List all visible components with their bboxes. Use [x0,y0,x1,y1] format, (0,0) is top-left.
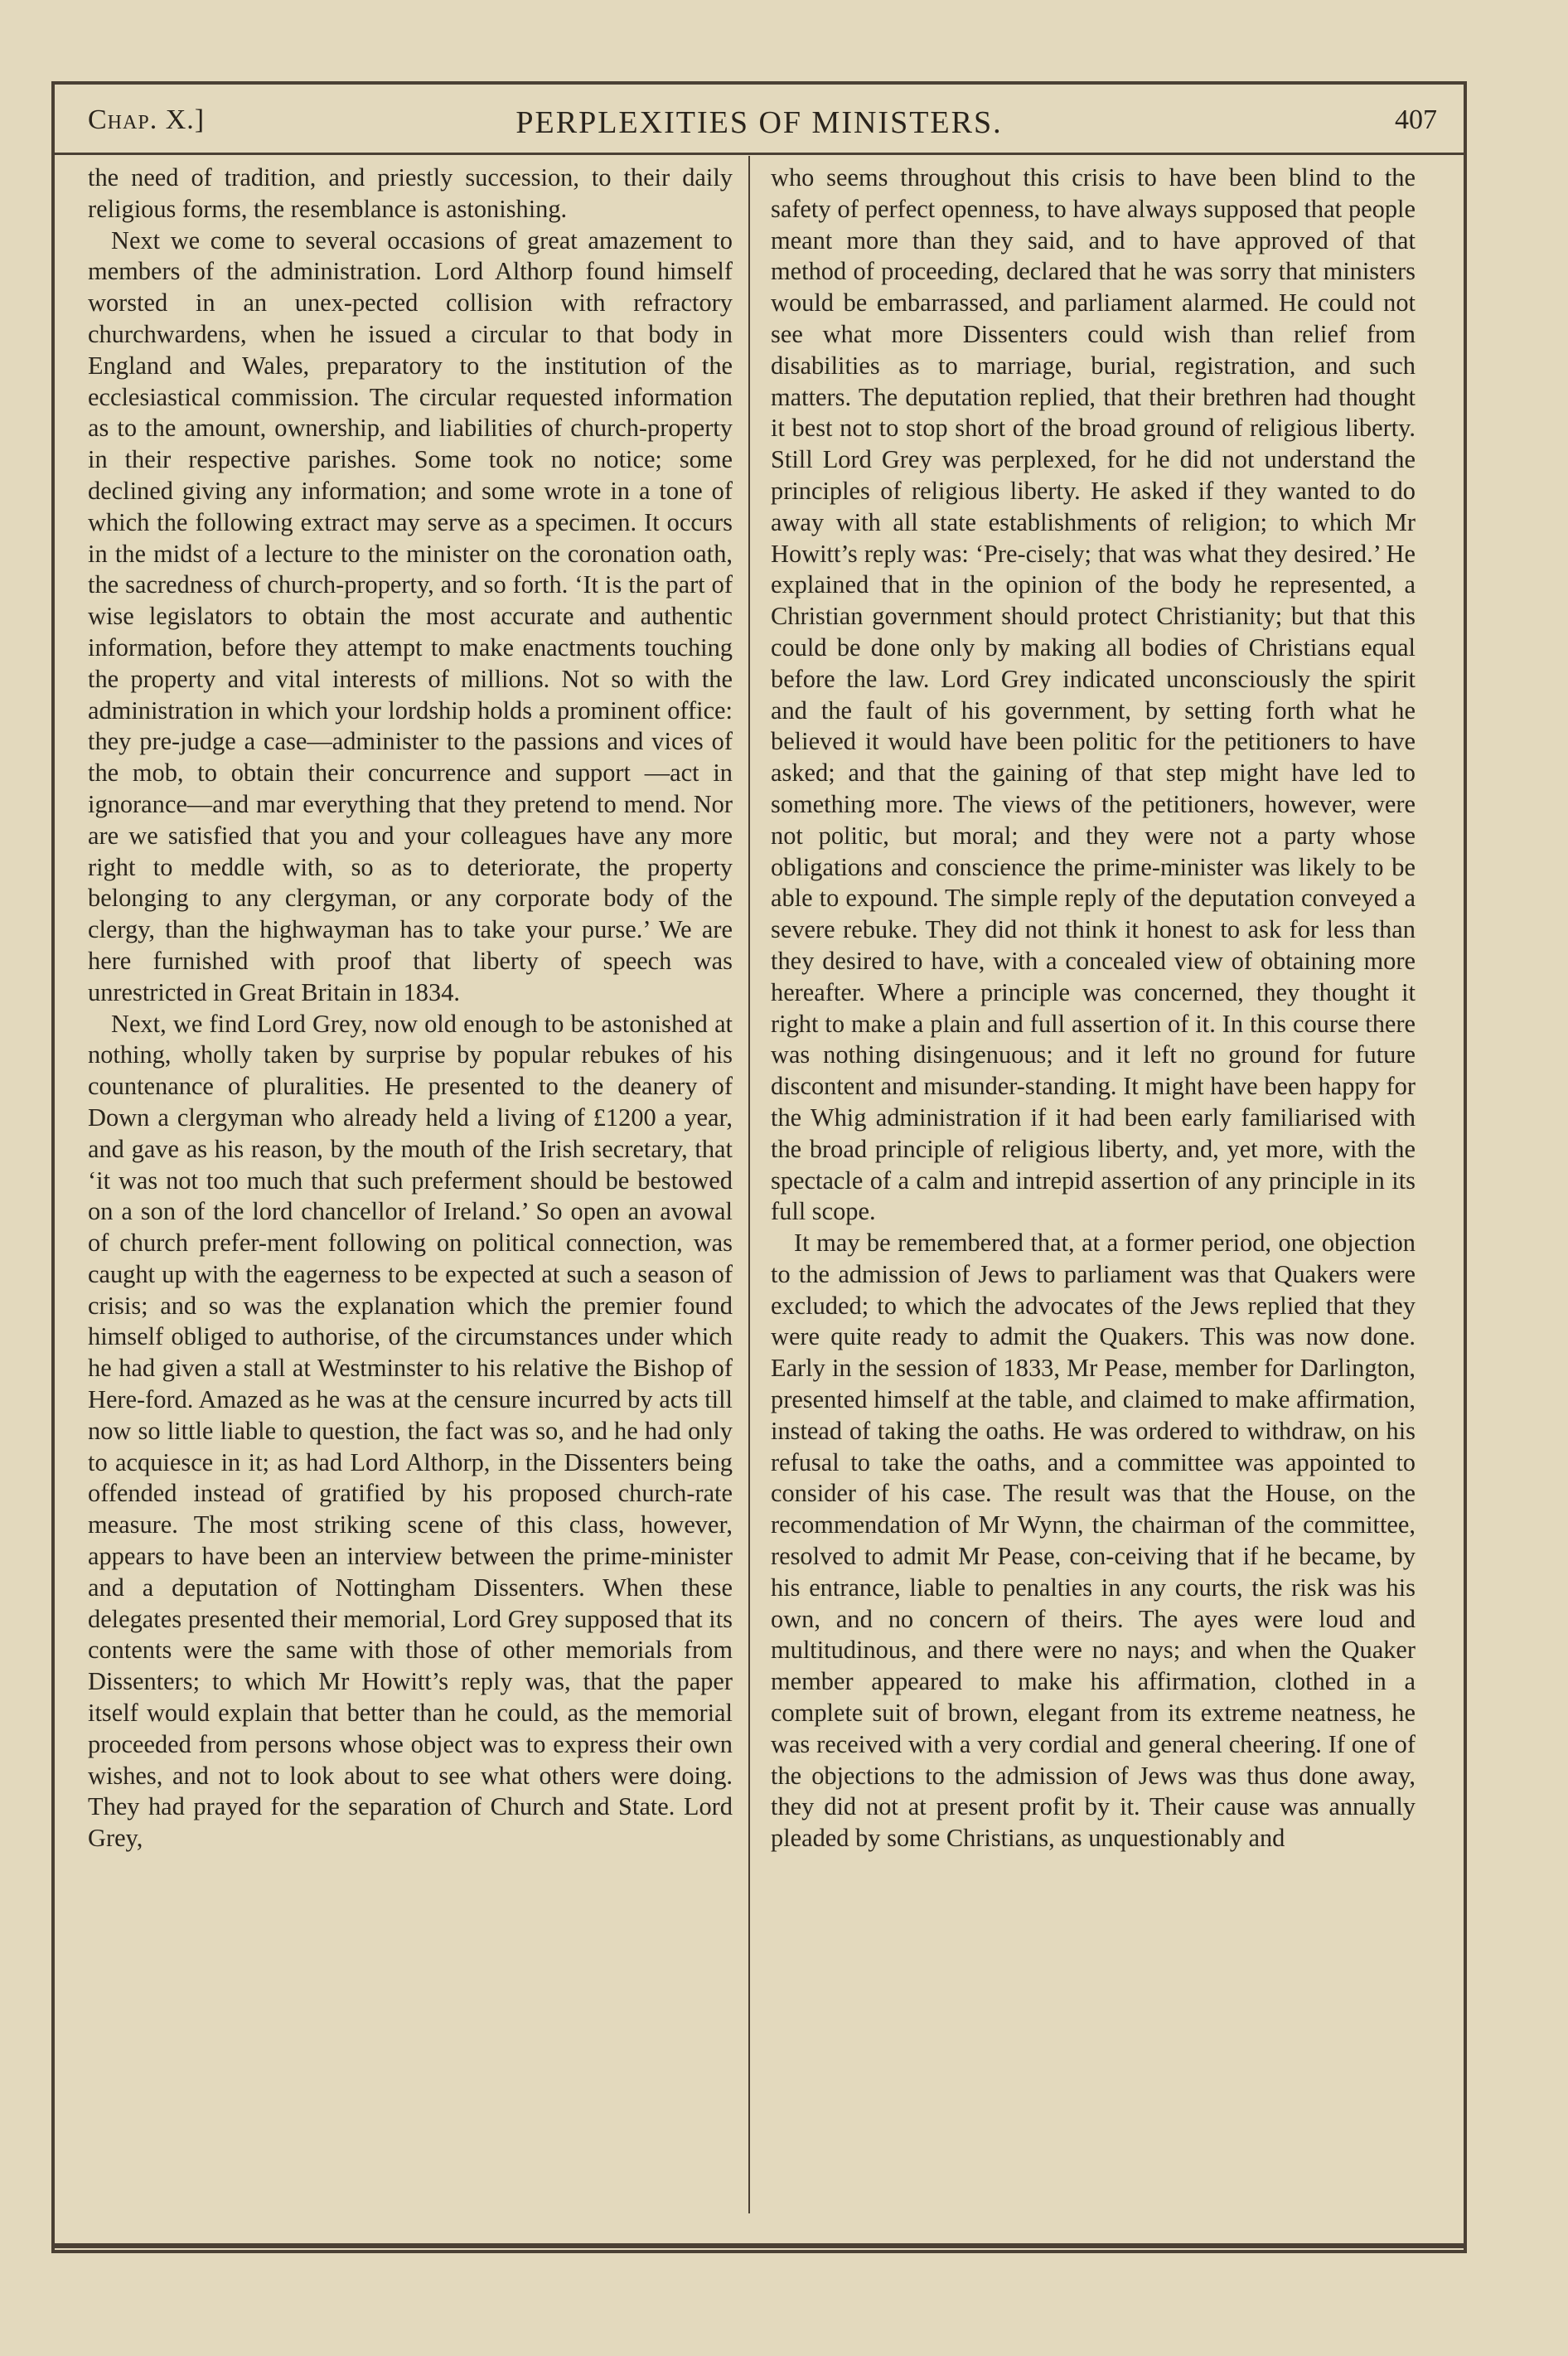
paragraph: who seems throughout this crisis to have been blind to the safety of perfect openness, to have always supposed that people meant more than they said, and to have approved of that method of proceeding, declared that he was sorry that ministers would be embarrassed, and parliament alarmed. He could not see what more Dissenters could wish than relief from disabilities as to marriage, burial, registration, and such matters. The deputation replied, that their brethren had thought it best not to stop short of the broad ground of religious liberty. Still Lord Grey was perplexed, for he did not understand the principles of religious liberty. He asked if they wanted to do away with all state establishments of religion; to which Mr Howitt’s reply was: ‘Pre-cisely; that was what they desired.’ He explained that in the opinion of the body he represented, a Christian government should protect Christianity; but that this could be done only by making all bodies of Christians equal before the law. Lord Grey indicated unconsciously the spirit and the fault of his government, by setting forth what he believed it would have been politic for the petitioners to have asked; and that the gaining of that step might have led to something more. The views of the petitioners, however, were not politic, but moral; and they were not a party whose obligations and conscience the prime-minister was likely to be able to expound. The simple reply of the deputation conveyed a severe rebuke. They did not think it honest to ask for less than they desired to have, with a concealed view of obtaining more hereafter. Where a principle was concerned, they thought it right to make a plain and full assertion of it. In this course there was nothing disingenuous; and it left no ground for future discontent and misunder-standing. It might have been happy for the Whig administration if it had been early familiarised with the broad principle of religious liberty, and, yet more, with the spectacle of a calm and intrepid assertion of any principle in its full scope. [771,163,1416,1226]
paragraph: It may be remembered that, at a former period, one objection to the admission of Jews to parliament was that Quakers were excluded; to which the advocates of the Jews replied that they were quite ready to admit the Quakers. This was now done. Early in the session of 1833, Mr Pease, member for Darlington, presented himself at the table, and claimed to make affirmation, instead of taking the oaths. He was ordered to withdraw, on his refusal to take the oaths, and a committee was appointed to consider of his case. The result was that the House, on the recommendation of Mr Wynn, the chairman of the committee, resolved to admit Mr Pease, con-ceiving that if he became, by his entrance, liable to penalties in any courts, the risk was his own, and no concern of theirs. The ayes were loud and multitudinous, and there were no nays; and when the Quaker member appeared to make his affirmation, clothed in a complete suit of brown, elegant from its extreme neatness, he was received with a very cordial and general cheering. If one of the objections to the admission of Jews was thus done away, they did not at present profit by it. Their cause was annually pleaded by some Christians, as unquestionably and [771,1229,1416,1853]
page-number: 407 [1395,104,1437,135]
left-column [88,162,733,1854]
chapter-label: Chap. X.] [88,104,206,135]
paragraph: Next, we find Lord Grey, now old enough to be astonished at nothing, wholly taken by surprise by popular rebukes of his countenance of pluralities. He presented to the deanery of Down a clergyman who already held a living of £1200 a year, and gave as his reason, by the mouth of the Irish secretary, that ‘it was not too much that such preferment should be bestowed on a son of the lord chancellor of Ireland.’ So open an avowal of church prefer-ment following on political connection, was caught up with the eagerness to be expected at such a season of crisis; and so was the explanation which the premier found himself obliged to authorise, of the circumstances under which he had given a stall at Westminster to his relative the Bishop of Here-ford. Amazed as he was at the censure incurred by acts till now so little liable to question, the fact was so, and he had only to acquiesce in it; as had Lord Althorp, in the Dissenters being offended instead of gratified by his proposed church-rate measure. The most striking scene of this class, however, appears to have been an interview between the prime-minister and a deputation of Nottingham Dissenters. When these delegates presented their memorial, Lord Grey supposed that its contents were the same with those of other memorials from Dissenters; to which Mr Howitt’s reply was, that the paper itself would explain that better than he could, as the memorial proceeded from persons whose object was to express their own wishes, and not to look about to see what others were doing. They had prayed for the separation of Church and State. Lord Grey, [88,1009,733,1853]
column-rule [748,156,750,2213]
paragraph: the need of tradition, and priestly succession, to their daily religious forms, the resemblance is astonishing. [88,163,733,223]
bottom-rule [51,2243,1467,2248]
paragraph: Next we come to several occasions of great amazement to members of the administration. Lord Althorp found himself worsted in an unex-pected collision with refractory churchwardens, when he issued a circular to that body in England and Wales, preparatory to the institution of the ecclesiastical commission. The circular requested information as to the amount, ownership, and liabilities of church-property in their respective parishes. Some took no notice; some declined giving any information; and some wrote in a tone of which the following extract may serve as a specimen. It occurs in the midst of a lecture to the minister on the coronation oath, the sacredness of church-property, and so forth. ‘It is the part of wise legislators to obtain the most accurate and authentic information, before they attempt to make enactments touching the property and vital interests of millions. Not so with the administration in which your lordship holds a prominent office: they pre-judge a case—administer to the passions and vices of the mob, to obtain their concurrence and support —act in ignorance—and mar everything that they pretend to mend. Nor are we satisfied that you and your colleagues have any more right to meddle with, so as to deteriorate, the property belonging to any clergyman, or any corporate body of the clergy, than the highwayman has to take your purse.’ We are here furnished with proof that liberty of speech was unrestricted in Great Britain in 1834. [88,225,733,1006]
running-header [51,98,1467,148]
running-title: PERPLEXITIES OF MINISTERS. [515,105,1003,140]
right-column [771,162,1416,1854]
header-rule [51,153,1467,155]
